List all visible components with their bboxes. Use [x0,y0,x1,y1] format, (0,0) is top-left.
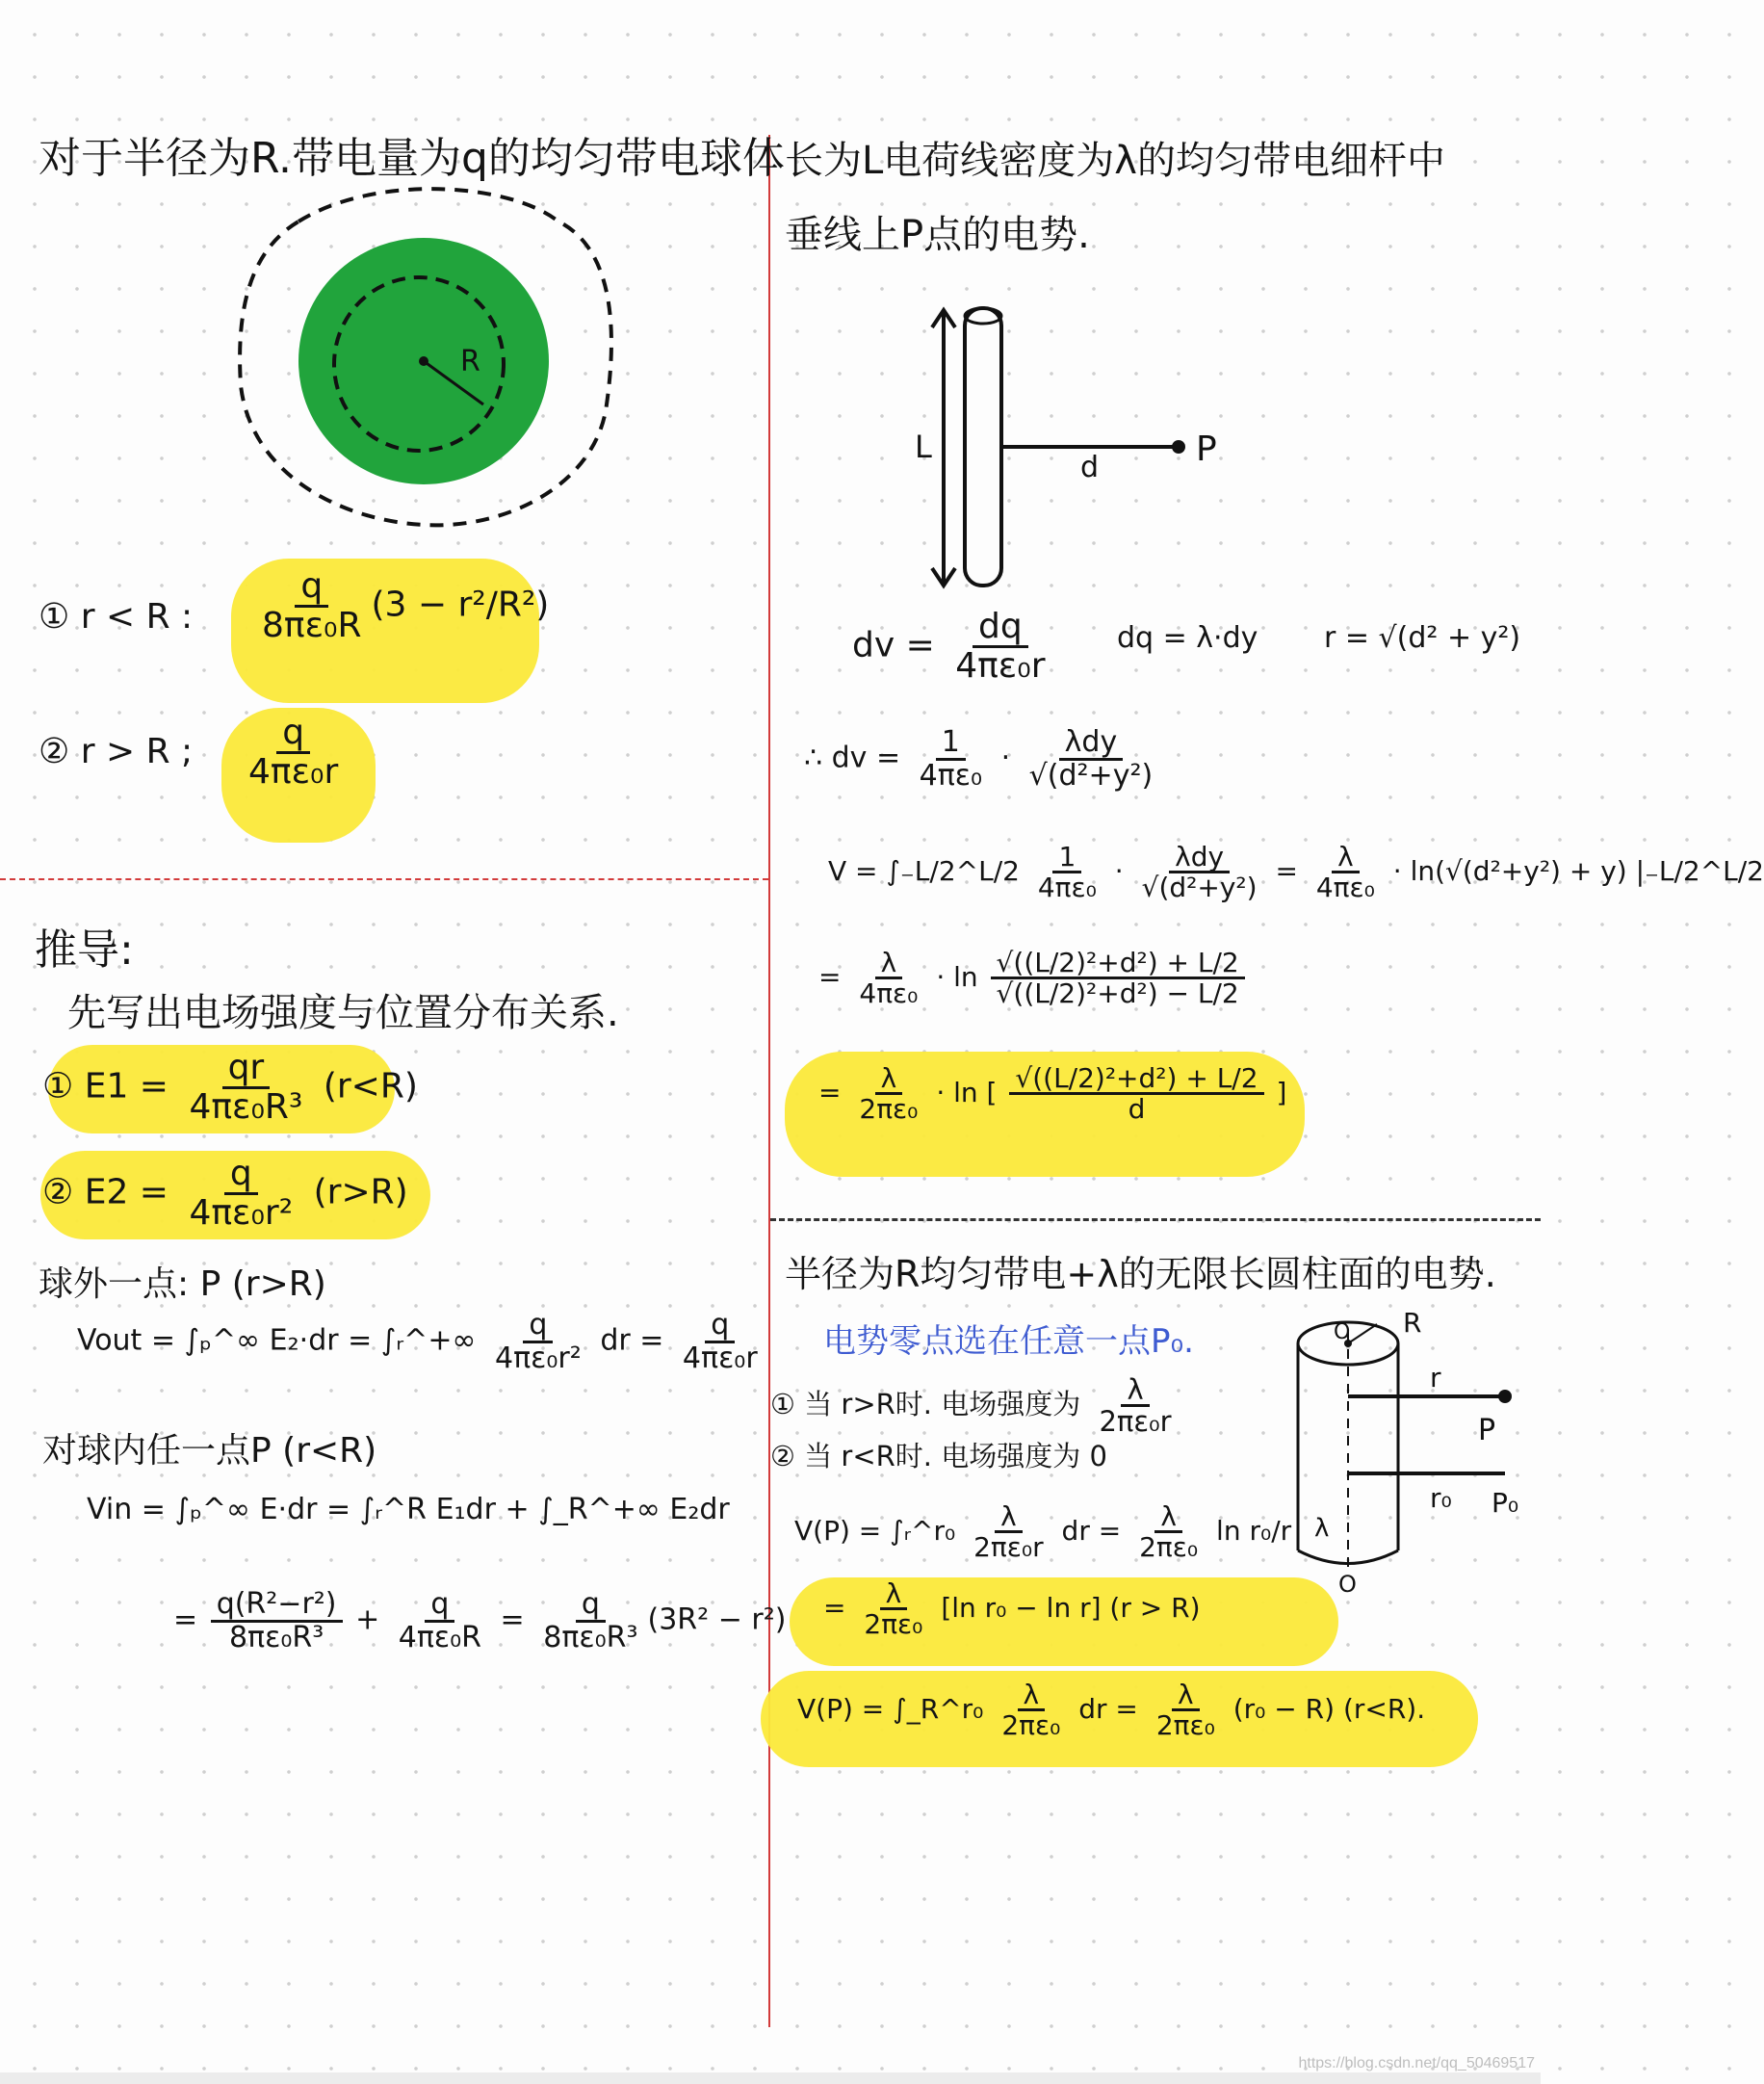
inside-label: 对球内任一点P (r<R) [42,1431,377,1471]
step2-den3: 4πε₀ [1315,872,1375,904]
vp1-tail: ln r₀/r [1216,1514,1292,1547]
right-section-divider [770,1218,1541,1221]
vin-lhs: Vin = [87,1493,166,1526]
cyl-case1-num: λ [1121,1375,1149,1407]
vin-t2-num: q [425,1589,454,1623]
rod-step1 [804,727,1162,791]
vp2-tail: [ln r₀ − ln r] (r > R) [941,1591,1201,1624]
r-expr: r = √(d² + y²) [1324,621,1521,655]
derivation-heading: 推导: [35,925,134,975]
vin-t3-den: 8πε₀R³ [543,1620,638,1654]
step4-eq: = [818,1076,842,1108]
outside-label: 球外一点: P (r>R) [39,1264,326,1304]
vp3-lhs: V(P) = [797,1692,885,1725]
e1-formula [42,1050,418,1126]
cyl-label-P0: P₀ [1492,1487,1519,1519]
dv-den: 4πε₀r [955,645,1046,686]
vout-res-num: q [705,1310,735,1343]
cylinder-case2: ② 当 r<R时. 电场强度为 0 [770,1440,1107,1472]
cyl-label-O: O [1338,1571,1357,1598]
dv-formula [852,609,1055,685]
vout-lhs: Vout = [77,1323,175,1358]
e2-label: ② E2 = [42,1172,169,1212]
e1-label: ① E1 = [42,1066,169,1107]
case2-num: q [276,715,310,754]
vin-eq2: = [500,1602,525,1637]
derivation-intro: 先写出电场强度与位置分布关系. [67,991,619,1035]
step3-num: λ [875,949,903,979]
e2-cond: (r>R) [313,1172,408,1212]
step3-inner-den: √((L/2)²+d²) − L/2 [996,977,1239,1010]
step4-close: ] [1276,1076,1287,1108]
vp1-int: ∫ᵣ^r₀ [890,1514,956,1547]
vin-t1-den: 8πε₀R³ [228,1620,324,1654]
rod-diagram [905,289,1252,607]
step3-eq: = [818,960,842,993]
step1-num1: 1 [936,727,966,761]
dq-expr: dq = λ·dy [1117,621,1258,655]
vin-t1-num: q(R²−r²) [211,1589,343,1623]
step2-den1: 4πε₀ [1037,872,1097,904]
step4-den: 2πε₀ [859,1093,919,1126]
step2-lhs: V = ∫₋L/2^L/2 [828,854,1020,887]
vp2-den: 2πε₀ [864,1608,923,1641]
vp1-den2: 2πε₀ [1139,1531,1199,1564]
cylinder-diagram [1285,1305,1531,1598]
case2-den: 4πε₀r [248,751,339,792]
cyl-label-lambda: λ [1314,1514,1330,1543]
cyl-label-R: R [1403,1307,1422,1339]
left-section-divider [0,878,768,880]
step1-dot: · [1000,741,1011,775]
e1-cond: (r<R) [323,1066,418,1107]
vp-line3 [797,1680,1425,1740]
vout-num: q [523,1310,553,1343]
step1-den2: √(d²+y²) [1028,758,1154,793]
sphere-case2-label: ② r > R ; [39,732,194,771]
radius-label: R [460,345,480,378]
e1-den: 4πε₀R³ [189,1086,303,1127]
vp3-num2: λ [1172,1680,1200,1711]
cyl-label-r: r [1430,1362,1441,1394]
vout-den: 4πε₀r² [495,1341,582,1375]
cyl-label-r0: r₀ [1430,1482,1452,1514]
rod-step4 [818,1064,1286,1124]
rod-label-P: P [1196,430,1217,469]
step2-num2: λdy [1169,843,1230,873]
vout-dr: dr = [600,1323,664,1358]
step3-ln: · ln [936,960,978,993]
step1-num2: λdy [1059,727,1124,761]
vp3-den2: 2πε₀ [1155,1709,1215,1742]
vp1-num: λ [995,1502,1023,1533]
rod-label-d: d [1080,451,1100,484]
e2-formula [42,1156,408,1232]
vin-expr: ∫ₚ^∞ E·dr = ∫ᵣ^R E₁dr + ∫_R^+∞ E₂dr [174,1493,730,1526]
vp3-int: ∫_R^r₀ [893,1692,984,1725]
dv-lhs: dv = [852,625,935,665]
cylinder-radius [1348,1324,1377,1343]
cyl-label-O-top: O [1334,1320,1351,1344]
step4-inner-num: √((L/2)²+d²) + L/2 [1009,1064,1263,1095]
step3-inner-num: √((L/2)²+d²) + L/2 [991,949,1245,979]
case1-tail: (3 − r²/R²) [371,585,550,625]
rod-step2 [828,843,1764,902]
step2-dot: · [1114,854,1124,887]
cyl-case1-pre: ① 当 r>R时. 电场强度为 [770,1387,1081,1420]
vin-t2-den: 4πε₀R [398,1620,481,1654]
bottom-strip [0,2072,1541,2084]
vp3-tail: (r₀ − R) (r<R). [1232,1692,1426,1725]
vout-res-den: 4πε₀r [682,1341,758,1375]
rod-step3 [818,949,1249,1008]
vp1-den: 2πε₀r [973,1531,1044,1564]
rod-label-L: L [915,429,932,465]
case1-num: q [295,568,328,608]
e1-num: qr [222,1050,271,1089]
cyl-case1-den: 2πε₀r [1099,1405,1172,1439]
vin-eq: = [173,1602,198,1637]
step2-eq: = [1275,854,1298,887]
cylinder-note: 电势零点选在任意一点P₀. [823,1322,1194,1361]
sphere-case1-formula [252,568,549,644]
watermark: https://blog.csdn.net/qq_50469517 [1298,2055,1535,2071]
vp1-mid: dr = [1061,1514,1122,1547]
rod-title-line1: 长为L电荷线密度为λ的均匀带电细杆中 [785,139,1445,183]
rod-title-line2: 垂线上P点的电势. [785,213,1090,257]
step1-lhs: ∴ dv = [804,741,901,775]
vout-formula [77,1310,767,1373]
vout-expr: ∫ₚ^∞ E₂·dr = ∫ᵣ^+∞ [184,1323,477,1358]
cyl-label-P: P [1478,1414,1496,1447]
step4-inner-den: d [1128,1093,1146,1126]
step2-num1: 1 [1052,843,1081,873]
vin-formula-line1 [87,1493,730,1526]
vp-line2 [823,1579,1201,1639]
vin-plus: + [355,1602,380,1637]
vp-line1 [794,1502,1291,1562]
sphere-title: 对于半径为R.带电量为q的均匀带电球体 [39,134,785,183]
sphere-diagram [231,183,636,549]
vin-t3-tail: (3R² − r²) [647,1602,787,1637]
sphere-case2-formula [239,715,348,791]
step2-den2: √(d²+y²) [1141,872,1258,904]
vin-t3-num: q [576,1589,606,1623]
rod [965,308,1001,586]
vp2-eq: = [823,1591,846,1624]
step1-den1: 4πε₀ [919,758,983,793]
vp3-mid: dr = [1078,1692,1138,1725]
vp1-num2: λ [1154,1502,1182,1533]
step3-den: 4πε₀ [859,977,919,1010]
cylinder-case1 [770,1375,1181,1437]
e2-num: q [224,1156,258,1195]
sphere-case1-label: ① r < R : [39,597,194,637]
vp1-lhs: V(P) = [794,1514,882,1547]
step2-ln: · ln(√(d²+y²) + y) |₋L/2^L/2 [1392,854,1764,887]
point-P [1172,440,1185,454]
vin-formula-line2 [173,1589,786,1653]
cylinder-title: 半径为R均匀带电+λ的无限长圆柱面的电势. [785,1253,1496,1295]
vp2-num: λ [880,1579,908,1610]
step2-num3: λ [1332,843,1360,873]
dv-num: dq [973,609,1028,648]
cyl-point-P [1498,1390,1512,1403]
case1-den: 8πε₀R [262,605,362,645]
e2-den: 4πε₀r² [189,1192,294,1233]
vp3-den: 2πε₀ [1001,1709,1061,1742]
sphere-center [419,356,428,366]
step4-num: λ [875,1064,903,1095]
vp3-num: λ [1018,1680,1046,1711]
step4-ln: · ln [ [936,1076,998,1108]
